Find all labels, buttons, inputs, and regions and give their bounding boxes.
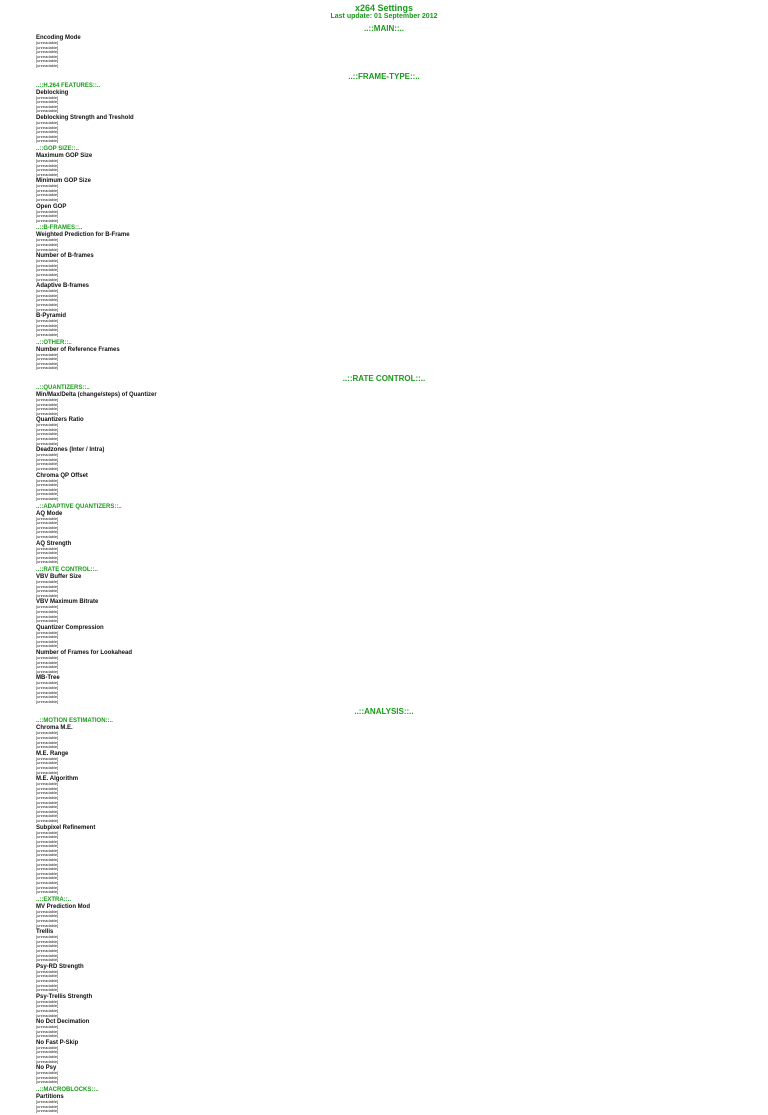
setting-line: [unreadable] [36, 551, 59, 556]
setting-line: [unreadable] [36, 656, 59, 661]
setting-line: [unreadable] [36, 809, 59, 814]
section-group [36, 83, 732, 144]
setting-line: [unreadable] [36, 1059, 59, 1064]
setting-line: [unreadable] [36, 560, 59, 565]
setting-line: [unreadable] [36, 988, 59, 993]
setting-line: [unreadable] [36, 660, 59, 665]
setting-title: MV Prediction Mod [36, 903, 90, 910]
section-group [36, 35, 732, 69]
section-group [36, 1087, 732, 1114]
setting-line: [unreadable] [36, 848, 59, 853]
setting-line: [unreadable] [36, 467, 59, 472]
section-heading: ..::MAIN::.. [364, 24, 404, 33]
setting-line: [unreadable] [36, 1080, 59, 1085]
setting-line: [unreadable] [36, 332, 59, 337]
setting-title: No Fast P-Skip [36, 1039, 79, 1046]
setting-block [36, 574, 732, 598]
setting-line: [unreadable] [36, 243, 59, 248]
setting-line: [unreadable] [36, 978, 59, 983]
setting-line: [unreadable] [36, 669, 59, 674]
section-group [36, 504, 732, 565]
section-group [36, 340, 732, 371]
section [36, 707, 732, 1113]
setting-line: [unreadable] [36, 805, 59, 810]
setting-line: [unreadable] [36, 589, 59, 594]
setting-line: [unreadable] [36, 546, 59, 551]
setting-line: [unreadable] [36, 437, 59, 442]
setting-block [36, 90, 732, 114]
setting-block [36, 347, 732, 371]
setting-line: [unreadable] [36, 277, 59, 282]
setting-line: [unreadable] [36, 41, 59, 45]
setting-line: [unreadable] [36, 909, 59, 914]
setting-line: [unreadable] [36, 1013, 59, 1018]
setting-line: [unreadable] [36, 853, 59, 858]
setting-line: [unreadable] [36, 158, 59, 163]
setting-line: [unreadable] [36, 521, 59, 526]
setting-line: [unreadable] [36, 919, 59, 923]
setting-title: Number of Frames for Lookahead [36, 650, 133, 657]
setting-block [36, 599, 732, 623]
setting-line: [unreadable] [36, 483, 59, 488]
setting-line: [unreadable] [36, 818, 59, 823]
setting-title: MB-Tree [36, 675, 60, 682]
setting-line: [unreadable] [36, 273, 59, 277]
section-group [36, 385, 732, 502]
setting-line: [unreadable] [36, 530, 59, 535]
subsection-heading: ..::ADAPTIVE QUANTIZERS::.. [36, 503, 122, 510]
setting-block [36, 1094, 732, 1114]
setting-line: [unreadable] [36, 876, 59, 881]
setting-line: [unreadable] [36, 644, 59, 649]
setting-line: [unreadable] [36, 209, 59, 214]
setting-line: [unreadable] [36, 791, 59, 796]
setting-line: [unreadable] [36, 555, 59, 560]
setting-line: [unreadable] [36, 268, 59, 273]
setting-title: B-Pyramid [36, 313, 67, 320]
setting-line: [unreadable] [36, 134, 59, 139]
section-group [36, 718, 732, 894]
setting-line: [unreadable] [36, 323, 59, 328]
last-update: Last update: 01 September 2012 [330, 13, 438, 20]
setting-line: [unreadable] [36, 1045, 59, 1050]
setting-line: [unreadable] [36, 54, 59, 59]
setting-line: [unreadable] [36, 289, 59, 294]
setting-line: [unreadable] [36, 397, 59, 402]
setting-title: VBV Buffer Size [36, 573, 82, 580]
setting-block [36, 625, 732, 649]
setting-line: [unreadable] [36, 745, 59, 750]
setting-line: [unreadable] [36, 871, 59, 876]
setting-block [36, 1040, 732, 1064]
subsection-heading: ..::OTHER::.. [36, 339, 72, 346]
setting-line: [unreadable] [36, 1075, 59, 1080]
setting-line: [unreadable] [36, 890, 59, 895]
setting-line: [unreadable] [36, 1034, 59, 1039]
setting-line: [unreadable] [36, 983, 59, 988]
setting-line: [unreadable] [36, 487, 59, 492]
setting-title: Deblocking Strength and Treshold [36, 114, 134, 121]
setting-line: [unreadable] [36, 319, 59, 324]
setting-block [36, 392, 732, 416]
setting-line: [unreadable] [36, 516, 59, 521]
setting-line: [unreadable] [36, 453, 59, 458]
section-heading: ..::ANALYSIS::.. [354, 707, 414, 717]
setting-line: [unreadable] [36, 630, 59, 635]
section-group [36, 146, 732, 224]
setting-title: Psy-Trellis Strength [36, 993, 93, 1000]
setting-block [36, 447, 732, 471]
setting-line: [unreadable] [36, 411, 59, 416]
setting-block [36, 541, 732, 565]
setting-line: [unreadable] [36, 1008, 59, 1013]
subsection-heading: ..::RATE CONTROL::.. [36, 566, 98, 573]
setting-line: [unreadable] [36, 441, 59, 446]
setting-line: [unreadable] [36, 579, 59, 584]
section [36, 72, 732, 371]
setting-title: Chroma M.E. [36, 725, 73, 732]
setting-title: Min/Max/Delta (change/steps) of Quantizer [36, 391, 157, 398]
document-content [36, 24, 732, 1114]
setting-line: [unreadable] [36, 858, 59, 863]
setting-line: [unreadable] [36, 525, 59, 530]
setting-block [36, 204, 732, 224]
setting-line: [unreadable] [36, 914, 59, 919]
setting-line: [unreadable] [36, 885, 59, 890]
setting-line: [unreadable] [36, 497, 59, 501]
setting-block [36, 115, 732, 144]
setting-line: [unreadable] [36, 120, 59, 125]
setting-line: [unreadable] [36, 100, 59, 105]
setting-line: [unreadable] [36, 944, 59, 949]
section-group [36, 897, 732, 1085]
setting-line: [unreadable] [36, 584, 59, 589]
setting-line: [unreadable] [36, 839, 59, 844]
setting-title: Minimum GOP Size [36, 178, 91, 185]
setting-line: [unreadable] [36, 534, 59, 539]
setting-line: [unreadable] [36, 298, 59, 303]
setting-title: Deblocking [36, 89, 69, 96]
setting-title: Quantizer Compression [36, 624, 104, 631]
setting-line: [unreadable] [36, 188, 59, 193]
setting-title: Weighted Prediction for B-Frame [36, 232, 130, 239]
setting-line: [unreadable] [36, 770, 59, 775]
setting-line: [unreadable] [36, 50, 59, 55]
setting-line: [unreadable] [36, 614, 59, 619]
subsection-heading: ..::MACROBLOCKS::.. [36, 1087, 99, 1094]
setting-line: [unreadable] [36, 765, 59, 770]
setting-line: [unreadable] [36, 740, 59, 745]
setting-line: [unreadable] [36, 619, 59, 624]
setting-line: [unreadable] [36, 695, 59, 700]
setting-line: [unreadable] [36, 844, 59, 849]
setting-line: [unreadable] [36, 953, 59, 958]
subsection-heading: ..::EXTRA::.. [36, 896, 71, 903]
setting-line: [unreadable] [36, 935, 59, 940]
setting-block [36, 751, 732, 775]
setting-line: [unreadable] [36, 786, 59, 791]
setting-line: [unreadable] [36, 104, 59, 109]
setting-line: [unreadable] [36, 736, 59, 740]
setting-line: [unreadable] [36, 795, 59, 800]
setting-line: [unreadable] [36, 635, 59, 640]
setting-line: [unreadable] [36, 163, 59, 168]
setting-title: Partitions [36, 1094, 64, 1101]
setting-block [36, 232, 732, 252]
setting-title: No Dct Decimation [36, 1019, 90, 1026]
setting-block [36, 473, 732, 502]
setting-line: [unreadable] [36, 665, 59, 670]
setting-line: [unreadable] [36, 830, 59, 835]
setting-line: [unreadable] [36, 125, 59, 130]
setting-line: [unreadable] [36, 462, 59, 467]
setting-title: Subpixel Refinement [36, 824, 96, 831]
setting-line: [unreadable] [36, 293, 59, 298]
setting-line: [unreadable] [36, 948, 59, 953]
setting-line: [unreadable] [36, 366, 59, 371]
subsection-heading: ..::GOP SIZE::.. [36, 145, 79, 152]
setting-line: [unreadable] [36, 974, 59, 979]
setting-line: [unreadable] [36, 639, 59, 644]
setting-line: [unreadable] [36, 999, 59, 1004]
setting-line: [unreadable] [36, 609, 59, 614]
setting-line: [unreadable] [36, 130, 59, 135]
setting-line: [unreadable] [36, 1050, 59, 1055]
setting-line: [unreadable] [36, 731, 59, 736]
setting-line: [unreadable] [36, 492, 59, 497]
setting-block [36, 1065, 732, 1085]
setting-block [36, 776, 732, 823]
setting-title: Trellis [36, 929, 54, 936]
setting-block [36, 650, 732, 674]
subsection-heading: ..::B-FRAMES::.. [36, 225, 83, 232]
setting-line: [unreadable] [36, 352, 59, 357]
setting-title: M.E. Range [36, 750, 69, 757]
setting-line: [unreadable] [36, 800, 59, 805]
setting-line: [unreadable] [36, 1004, 59, 1009]
setting-line: [unreadable] [36, 95, 59, 100]
page-title: x264 Settings [354, 3, 414, 13]
setting-title: No Psy [36, 1065, 57, 1072]
subsection-heading: ..::H.264 FEATURES::.. [36, 82, 101, 89]
setting-title: M.E. Algorithm [36, 776, 79, 783]
setting-block [36, 253, 732, 282]
setting-block [36, 1019, 732, 1039]
setting-block [36, 964, 732, 993]
setting-block [36, 417, 732, 446]
setting-line: [unreadable] [36, 259, 59, 264]
setting-line: [unreadable] [36, 478, 59, 483]
setting-line: [unreadable] [36, 1029, 59, 1034]
setting-line: [unreadable] [36, 1100, 59, 1105]
setting-line: [unreadable] [36, 881, 59, 886]
setting-line: [unreadable] [36, 59, 59, 64]
setting-line: [unreadable] [36, 214, 59, 219]
setting-line: [unreadable] [36, 699, 59, 704]
setting-line: [unreadable] [36, 302, 59, 307]
setting-line: [unreadable] [36, 923, 59, 928]
setting-line: [unreadable] [36, 686, 59, 691]
setting-line: [unreadable] [36, 45, 59, 50]
setting-line: [unreadable] [36, 427, 59, 432]
setting-block [36, 153, 732, 177]
setting-block [36, 994, 732, 1018]
setting-title: Encoding Mode [36, 35, 81, 41]
setting-line: [unreadable] [36, 247, 59, 252]
setting-block [36, 725, 732, 749]
setting-line: [unreadable] [36, 263, 59, 268]
setting-block [36, 283, 732, 312]
setting-line: [unreadable] [36, 361, 59, 366]
setting-line: [unreadable] [36, 862, 59, 867]
section-group [36, 225, 732, 337]
setting-line: [unreadable] [36, 690, 59, 695]
setting-block [36, 904, 732, 928]
setting-line: [unreadable] [36, 605, 59, 610]
setting-title: Open GOP [36, 203, 67, 210]
setting-line: [unreadable] [36, 218, 59, 223]
setting-line: [unreadable] [36, 835, 59, 840]
setting-title: Chroma QP Offset [36, 472, 88, 479]
setting-line: [unreadable] [36, 958, 59, 963]
setting-line: [unreadable] [36, 328, 59, 333]
setting-line: [unreadable] [36, 139, 59, 144]
document-page [36, 4, 732, 1115]
setting-line: [unreadable] [36, 238, 59, 243]
setting-line: [unreadable] [36, 184, 59, 189]
setting-line: [unreadable] [36, 172, 59, 177]
setting-line: [unreadable] [36, 109, 59, 114]
setting-line: [unreadable] [36, 198, 59, 203]
setting-line: [unreadable] [36, 193, 59, 198]
setting-line: [unreadable] [36, 357, 59, 362]
setting-line: [unreadable] [36, 307, 59, 312]
setting-line: [unreadable] [36, 457, 59, 462]
setting-block [36, 313, 732, 337]
setting-block [36, 511, 732, 540]
setting-title: Adaptive B-frames [36, 283, 90, 290]
section-group [36, 567, 732, 704]
setting-line: [unreadable] [36, 63, 59, 68]
setting-line: [unreadable] [36, 1104, 59, 1109]
subsection-heading: ..::QUANTIZERS::.. [36, 384, 90, 391]
setting-line: [unreadable] [36, 1025, 59, 1030]
setting-line: [unreadable] [36, 939, 59, 944]
setting-title: Psy-RD Strength [36, 963, 84, 970]
setting-line: [unreadable] [36, 756, 59, 761]
setting-line: [unreadable] [36, 1071, 59, 1076]
setting-title: Maximum GOP Size [36, 152, 93, 159]
setting-block [36, 675, 732, 704]
setting-title: Number of B-frames [36, 253, 94, 260]
setting-title: AQ Strength [36, 540, 72, 547]
setting-title: Quantizers Ratio [36, 417, 84, 424]
setting-line: [unreadable] [36, 423, 59, 428]
section-heading: ..::RATE CONTROL::.. [342, 373, 426, 383]
setting-block [36, 825, 732, 895]
setting-line: [unreadable] [36, 1109, 59, 1114]
setting-line: [unreadable] [36, 814, 59, 819]
setting-block [36, 35, 732, 69]
subsection-heading: ..::MOTION ESTIMATION::.. [36, 718, 113, 725]
setting-line: [unreadable] [36, 782, 59, 787]
setting-title: Number of Reference Frames [36, 346, 120, 353]
setting-line: [unreadable] [36, 402, 59, 407]
setting-line: [unreadable] [36, 593, 59, 598]
setting-title: Deadzones (Inter / Intra) [36, 447, 105, 454]
setting-block [36, 178, 732, 202]
setting-block [36, 929, 732, 963]
setting-line: [unreadable] [36, 1055, 59, 1060]
setting-line: [unreadable] [36, 867, 59, 872]
setting-line: [unreadable] [36, 969, 59, 974]
setting-line: [unreadable] [36, 681, 59, 686]
setting-line: [unreadable] [36, 168, 59, 173]
setting-title: VBV Maximum Bitrate [36, 599, 99, 606]
setting-line: [unreadable] [36, 432, 59, 437]
setting-line: [unreadable] [36, 761, 59, 766]
setting-title: AQ Mode [36, 510, 63, 517]
section-heading: ..::FRAME-TYPE::.. [348, 71, 420, 81]
section [36, 374, 732, 705]
setting-line: [unreadable] [36, 407, 59, 412]
section [36, 24, 732, 69]
